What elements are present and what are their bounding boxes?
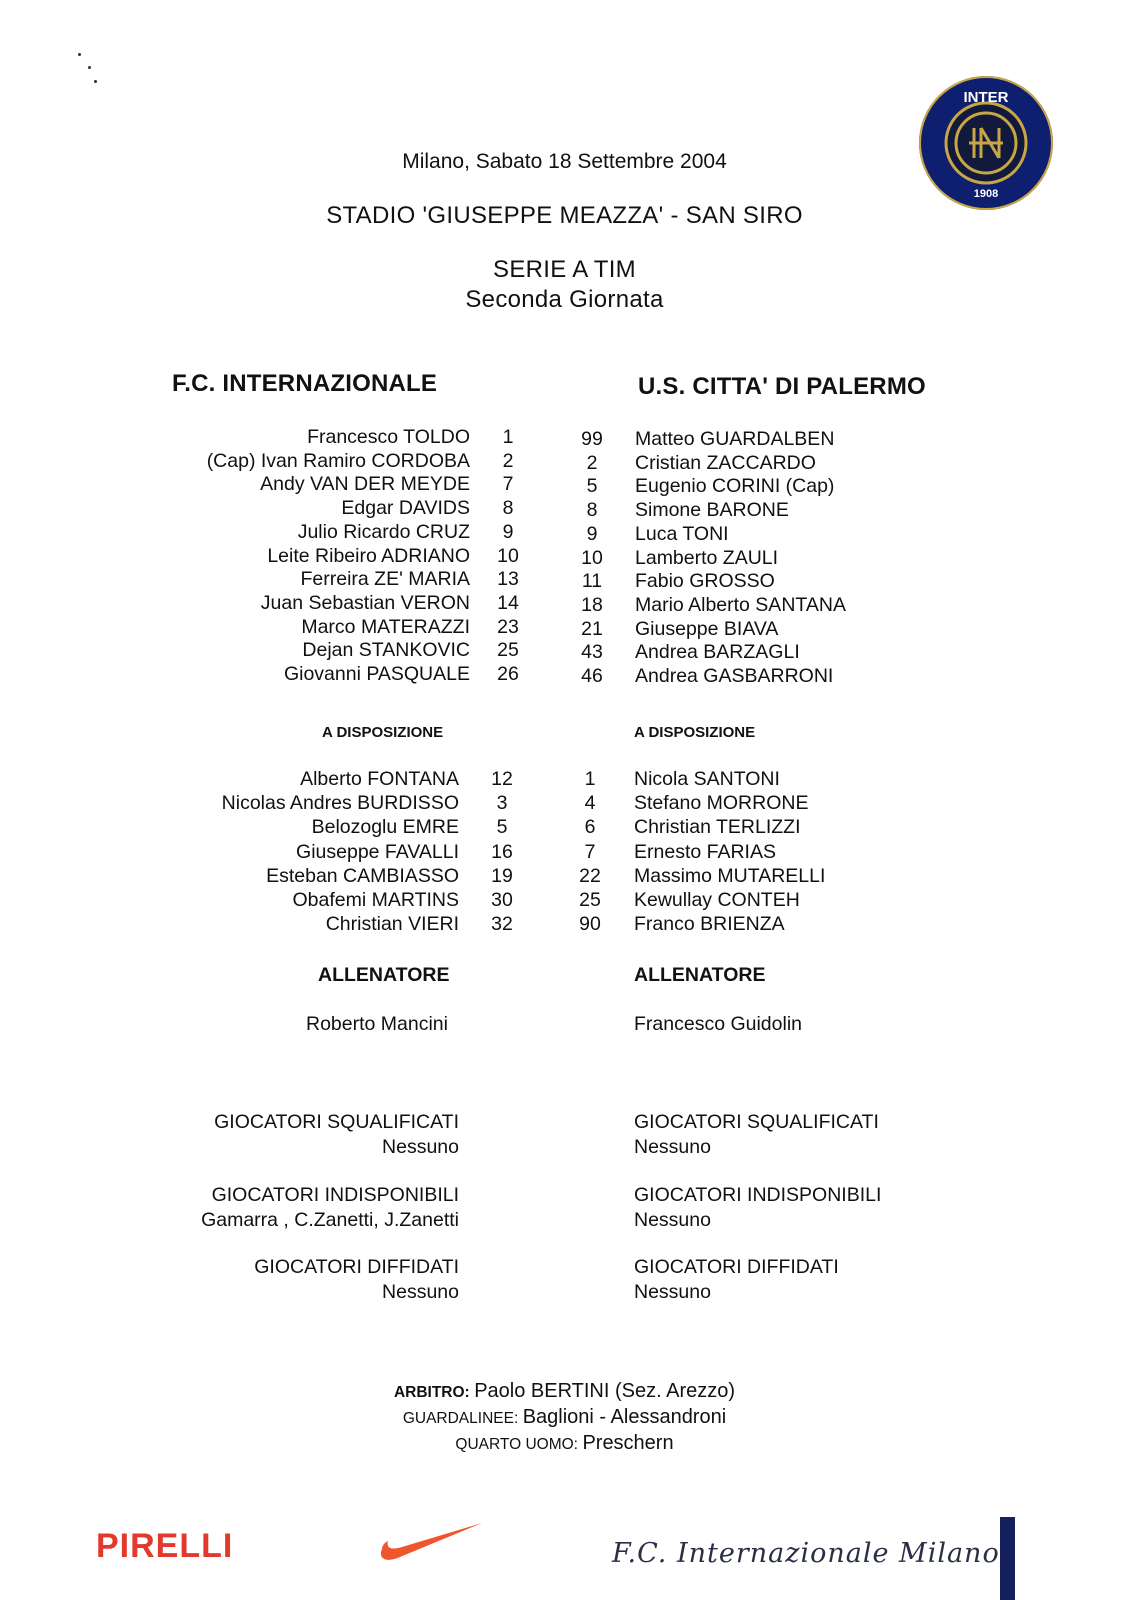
list-item bbox=[634, 888, 1034, 912]
list-item bbox=[0, 767, 459, 791]
home-unavailable: Gamarra , C.Zanetti, J.Zanetti bbox=[201, 1209, 459, 1231]
fourth-official-line bbox=[0, 1432, 1129, 1455]
list-item bbox=[570, 767, 610, 791]
player-name: Nicola SANTONI bbox=[634, 768, 780, 790]
match-date: Milano, Sabato 18 Settembre 2004 bbox=[402, 150, 727, 173]
list-item bbox=[488, 591, 528, 615]
list-item bbox=[635, 498, 1035, 522]
list-item bbox=[570, 791, 610, 815]
round-name: Seconda Giornata bbox=[465, 286, 664, 313]
club-logo bbox=[919, 76, 1053, 210]
list-item bbox=[570, 864, 610, 888]
list-item bbox=[572, 522, 612, 546]
list-item bbox=[634, 840, 1034, 864]
player-name: Francesco TOLDO bbox=[307, 426, 470, 448]
away-warned: Nessuno bbox=[634, 1281, 711, 1303]
home-suspended-label: GIOCATORI SQUALIFICATI bbox=[214, 1111, 459, 1133]
list-item bbox=[570, 888, 610, 912]
list-item bbox=[482, 767, 522, 791]
list-item bbox=[634, 912, 1034, 936]
referee-label: ARBITRO: bbox=[393, 1384, 470, 1401]
home-team-name: F.C. INTERNAZIONALE bbox=[172, 370, 438, 397]
shirt-number: 43 bbox=[581, 641, 603, 664]
logo-top-text: INTER bbox=[963, 89, 1009, 106]
shirt-number: 12 bbox=[491, 768, 513, 790]
shirt-number: 9 bbox=[502, 520, 514, 543]
shirt-number: 19 bbox=[491, 864, 513, 887]
list-item bbox=[0, 864, 459, 888]
player-name: Belozoglu EMRE bbox=[311, 816, 459, 839]
list-item bbox=[488, 449, 528, 473]
list-item bbox=[482, 791, 522, 815]
list-item bbox=[570, 912, 610, 936]
list-item bbox=[570, 840, 610, 864]
player-name: (Cap) Ivan Ramiro CORDOBA bbox=[206, 449, 470, 472]
home-coach: Roberto Mancini bbox=[306, 1013, 448, 1035]
player-name: Andy VAN DER MEYDE bbox=[260, 473, 470, 496]
shirt-number: 1 bbox=[584, 768, 596, 790]
shirt-number: 8 bbox=[502, 497, 514, 520]
away-coach: Francesco Guidolin bbox=[634, 1013, 802, 1035]
away-team-name: U.S. CITTA' DI PALERMO bbox=[638, 373, 926, 400]
list-item bbox=[572, 617, 612, 641]
player-name: Marco MATERAZZI bbox=[301, 615, 470, 638]
shirt-number: 26 bbox=[497, 663, 519, 685]
shirt-number: 11 bbox=[581, 570, 603, 593]
player-name: Giuseppe FAVALLI bbox=[296, 840, 459, 863]
shirt-number: 13 bbox=[497, 568, 519, 591]
shirt-number: 10 bbox=[497, 544, 519, 567]
home-unavailable-label: GIOCATORI INDISPONIBILI bbox=[211, 1184, 459, 1206]
list-item bbox=[572, 546, 612, 570]
nike-logo bbox=[376, 1517, 486, 1570]
list-item bbox=[635, 617, 1035, 641]
away-warned-label: GIOCATORI DIFFIDATI bbox=[634, 1256, 839, 1278]
player-name: Mario Alberto SANTANA bbox=[635, 593, 846, 616]
shirt-number: 1 bbox=[502, 426, 514, 448]
shirt-number: 5 bbox=[496, 816, 508, 839]
linesmen-names: Baglioni - Alessandroni bbox=[522, 1406, 727, 1428]
list-item bbox=[488, 662, 528, 686]
inter-crest-icon bbox=[919, 76, 1053, 210]
player-name: Eugenio CORINI (Cap) bbox=[635, 475, 835, 498]
player-name: Dejan STANKOVIC bbox=[302, 639, 470, 662]
shirt-number: 25 bbox=[497, 639, 519, 662]
list-item bbox=[488, 638, 528, 662]
shirt-number: 6 bbox=[584, 816, 596, 839]
list-item bbox=[0, 449, 470, 473]
list-item bbox=[634, 864, 1034, 888]
shirt-number: 3 bbox=[496, 792, 508, 815]
list-item bbox=[572, 569, 612, 593]
list-item bbox=[482, 888, 522, 912]
home-coach-label: ALLENATORE bbox=[318, 964, 450, 986]
shirt-number: 23 bbox=[497, 615, 519, 638]
linesmen-label: GUARDALINEE: bbox=[402, 1410, 519, 1427]
player-name: Lamberto ZAULI bbox=[635, 546, 779, 569]
list-item bbox=[482, 840, 522, 864]
league-name: SERIE A TIM bbox=[493, 256, 636, 283]
shirt-number: 2 bbox=[502, 449, 514, 472]
shirt-number: 30 bbox=[491, 889, 513, 911]
list-item bbox=[0, 425, 470, 449]
away-bench-label: A DISPOSIZIONE bbox=[634, 724, 756, 741]
shirt-number: 10 bbox=[581, 546, 603, 569]
pirelli-logo bbox=[96, 1525, 252, 1570]
list-item bbox=[0, 888, 459, 912]
shirt-number: 90 bbox=[579, 913, 601, 936]
player-name: Fabio GROSSO bbox=[635, 570, 775, 593]
list-item bbox=[488, 472, 528, 496]
list-item bbox=[488, 520, 528, 544]
player-name: Luca TONI bbox=[635, 522, 729, 545]
player-name: Obafemi MARTINS bbox=[292, 889, 459, 911]
signature-text: F.C. Internazionale Milano bbox=[612, 1538, 1000, 1569]
player-name: Alberto FONTANA bbox=[300, 768, 459, 790]
shirt-number: 22 bbox=[579, 864, 601, 887]
player-name: Giovanni PASQUALE bbox=[283, 663, 470, 685]
fourth-official-name: Preschern bbox=[582, 1432, 674, 1454]
scan-speck bbox=[88, 66, 91, 69]
player-name: Nicolas Andres BURDISSO bbox=[221, 792, 459, 815]
list-item bbox=[0, 638, 470, 662]
shirt-number: 7 bbox=[584, 840, 596, 863]
referee-name: Paolo BERTINI (Sez. Arezzo) bbox=[474, 1380, 736, 1402]
player-name: Franco BRIENZA bbox=[634, 913, 785, 936]
list-item bbox=[0, 544, 470, 568]
list-item bbox=[572, 451, 612, 475]
list-item bbox=[0, 791, 459, 815]
shirt-number: 99 bbox=[581, 428, 603, 450]
list-item bbox=[482, 912, 522, 936]
list-item bbox=[635, 593, 1035, 617]
swoosh-icon bbox=[376, 1517, 486, 1565]
list-item bbox=[572, 427, 612, 451]
shirt-number: 14 bbox=[497, 591, 519, 614]
list-item bbox=[0, 520, 470, 544]
player-name: Giuseppe BIAVA bbox=[635, 617, 779, 640]
list-item bbox=[0, 591, 470, 615]
list-item bbox=[0, 912, 459, 936]
player-name: Ernesto FARIAS bbox=[634, 840, 776, 863]
shirt-number: 4 bbox=[584, 792, 596, 815]
list-item bbox=[635, 569, 1035, 593]
shirt-number: 5 bbox=[586, 475, 598, 498]
player-name: Kewullay CONTEH bbox=[634, 889, 800, 911]
list-item bbox=[482, 815, 522, 839]
player-name: Stefano MORRONE bbox=[634, 792, 809, 815]
player-name: Cristian ZACCARDO bbox=[635, 451, 816, 474]
shirt-number: 8 bbox=[586, 499, 598, 522]
list-item bbox=[0, 815, 459, 839]
player-name: Esteban CAMBIASSO bbox=[266, 864, 459, 887]
list-item bbox=[488, 544, 528, 568]
shirt-number: 7 bbox=[502, 473, 514, 496]
player-name: Andrea GASBARRONI bbox=[635, 665, 834, 687]
away-unavailable: Nessuno bbox=[634, 1209, 711, 1231]
accent-bar bbox=[1000, 1517, 1015, 1600]
away-unavailable-label: GIOCATORI INDISPONIBILI bbox=[634, 1184, 882, 1206]
stadium-name: STADIO 'GIUSEPPE MEAZZA' - SAN SIRO bbox=[326, 202, 803, 229]
list-item bbox=[634, 767, 1034, 791]
player-name: Leite Ribeiro ADRIANO bbox=[267, 544, 470, 567]
home-warned-label: GIOCATORI DIFFIDATI bbox=[254, 1256, 459, 1278]
scan-speck bbox=[94, 80, 97, 83]
linesmen-line bbox=[0, 1406, 1129, 1429]
player-name: Matteo GUARDALBEN bbox=[635, 428, 835, 450]
player-name: Massimo MUTARELLI bbox=[634, 864, 826, 887]
shirt-number: 18 bbox=[581, 593, 603, 616]
list-item bbox=[570, 815, 610, 839]
player-name: Simone BARONE bbox=[635, 499, 789, 522]
logo-year: 1908 bbox=[973, 188, 999, 200]
list-item bbox=[0, 840, 459, 864]
list-item bbox=[635, 546, 1035, 570]
player-name: Christian VIERI bbox=[325, 913, 459, 936]
scan-speck bbox=[78, 53, 81, 56]
shirt-number: 9 bbox=[586, 522, 598, 545]
list-item bbox=[572, 664, 612, 688]
list-item bbox=[635, 427, 1035, 451]
shirt-number: 46 bbox=[581, 665, 603, 687]
home-warned: Nessuno bbox=[382, 1281, 459, 1303]
list-item bbox=[0, 567, 470, 591]
list-item bbox=[0, 472, 470, 496]
list-item bbox=[635, 451, 1035, 475]
list-item bbox=[488, 496, 528, 520]
list-item bbox=[0, 615, 470, 639]
list-item bbox=[572, 640, 612, 664]
player-name: Ferreira ZE' MARIA bbox=[300, 568, 470, 591]
list-item bbox=[572, 474, 612, 498]
list-item bbox=[0, 496, 470, 520]
shirt-number: 2 bbox=[586, 451, 598, 474]
shirt-number: 21 bbox=[581, 617, 603, 640]
shirt-number: 16 bbox=[491, 840, 513, 863]
list-item bbox=[488, 425, 528, 449]
list-item bbox=[488, 567, 528, 591]
shirt-number: 32 bbox=[491, 913, 513, 936]
list-item bbox=[635, 640, 1035, 664]
list-item bbox=[635, 474, 1035, 498]
player-name: Julio Ricardo CRUZ bbox=[297, 520, 470, 543]
list-item bbox=[488, 615, 528, 639]
player-name: Christian TERLIZZI bbox=[634, 816, 801, 839]
away-coach-label: ALLENATORE bbox=[634, 964, 766, 986]
home-bench-label: A DISPOSIZIONE bbox=[322, 724, 444, 741]
list-item bbox=[572, 593, 612, 617]
away-suspended: Nessuno bbox=[634, 1136, 711, 1158]
player-name: Juan Sebastian VERON bbox=[260, 591, 470, 614]
fourth-official-label: QUARTO UOMO: bbox=[455, 1436, 578, 1453]
list-item bbox=[0, 662, 470, 686]
home-suspended: Nessuno bbox=[382, 1136, 459, 1158]
player-name: Andrea BARZAGLI bbox=[635, 641, 800, 664]
list-item bbox=[634, 815, 1034, 839]
player-name: Edgar DAVIDS bbox=[341, 497, 470, 520]
sponsor-name: PIRELLI bbox=[96, 1527, 234, 1565]
list-item bbox=[482, 864, 522, 888]
list-item bbox=[634, 791, 1034, 815]
pirelli-logo-icon bbox=[96, 1525, 252, 1565]
away-suspended-label: GIOCATORI SQUALIFICATI bbox=[634, 1111, 879, 1133]
list-item bbox=[635, 522, 1035, 546]
referee-line bbox=[0, 1380, 1129, 1403]
list-item bbox=[635, 664, 1035, 688]
list-item bbox=[572, 498, 612, 522]
shirt-number: 25 bbox=[579, 889, 601, 911]
